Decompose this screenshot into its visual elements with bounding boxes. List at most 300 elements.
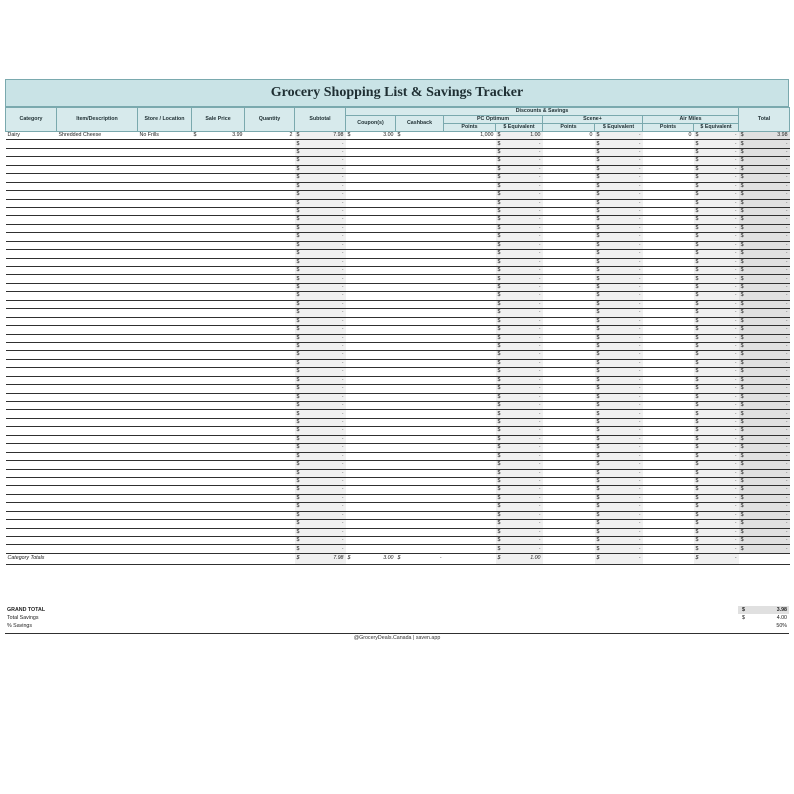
table-row — [6, 174, 790, 182]
dash-value: - — [341, 233, 344, 240]
currency-symbol: $ — [740, 511, 744, 518]
dash-value: - — [341, 452, 344, 459]
dash-value: - — [734, 343, 737, 349]
currency-symbol: $ — [695, 402, 699, 409]
dash-value: - — [341, 334, 344, 341]
dash-value: - — [638, 334, 641, 341]
col-header-sale-price[interactable]: Sale Price — [192, 108, 245, 132]
dash-value: - — [785, 191, 788, 198]
dash-value: - — [785, 148, 788, 155]
dash-value: - — [785, 393, 788, 400]
currency-symbol: $ — [596, 317, 600, 324]
dash-value: - — [538, 326, 541, 333]
dash-value: - — [638, 343, 641, 349]
currency-symbol: $ — [596, 418, 600, 425]
dash-value: - — [638, 258, 641, 265]
dash-value: - — [734, 537, 737, 544]
dash-value: - — [341, 427, 344, 434]
dash-value: - — [341, 326, 344, 333]
currency-symbol: $ — [296, 343, 300, 349]
cell-sale-price[interactable] — [192, 132, 245, 140]
totals-air-equivalent — [694, 553, 739, 564]
cell-coupons[interactable] — [346, 132, 396, 140]
currency-symbol: $ — [497, 275, 501, 282]
currency-symbol: $ — [740, 317, 744, 324]
table-row — [6, 199, 790, 207]
currency-symbol: $ — [695, 494, 699, 501]
dash-value: - — [734, 385, 737, 392]
dash-value: - — [638, 393, 641, 400]
currency-symbol: $ — [596, 435, 600, 442]
dash-value: - — [538, 537, 541, 544]
currency-symbol: $ — [740, 182, 744, 189]
dash-value: - — [785, 351, 788, 358]
currency-symbol: $ — [695, 258, 699, 265]
dash-value: - — [341, 216, 344, 223]
currency-symbol: $ — [695, 528, 699, 535]
currency-symbol: $ — [740, 326, 744, 333]
dash-value: - — [341, 545, 344, 552]
currency-symbol: $ — [740, 486, 744, 493]
cell-category[interactable]: Dairy — [6, 132, 57, 140]
currency-symbol: $ — [497, 385, 501, 392]
pc-equivalent-value: 1.00 — [530, 132, 541, 139]
currency-symbol: $ — [740, 208, 744, 214]
currency-symbol: $ — [347, 555, 351, 562]
dash-value: - — [341, 208, 344, 214]
currency-symbol: $ — [296, 469, 300, 476]
dash-value: - — [638, 191, 641, 198]
dash-value: - — [638, 326, 641, 333]
dash-value: - — [638, 461, 641, 468]
cell-subtotal[interactable] — [295, 132, 346, 140]
currency-symbol: $ — [740, 292, 744, 299]
tracker-table — [5, 107, 790, 565]
currency-symbol: $ — [296, 418, 300, 425]
currency-symbol: $ — [497, 309, 501, 316]
dash-value: - — [538, 275, 541, 282]
currency-symbol: $ — [296, 368, 300, 375]
dash-value: - — [785, 343, 788, 349]
table-row — [6, 435, 790, 443]
col-header-store[interactable]: Store / Location — [138, 108, 192, 132]
table-row — [6, 461, 790, 469]
currency-symbol: $ — [596, 393, 600, 400]
dash-value: - — [538, 148, 541, 155]
table-row — [6, 444, 790, 452]
currency-symbol: $ — [497, 165, 501, 172]
table-row — [6, 418, 790, 426]
currency-symbol: $ — [695, 452, 699, 459]
col-header-item[interactable]: Item/Description — [57, 108, 138, 132]
col-header-cashback[interactable]: Cashback — [396, 116, 444, 132]
col-header-total[interactable]: Total — [739, 108, 790, 132]
currency-symbol: $ — [740, 452, 744, 459]
dash-value: - — [734, 140, 737, 147]
dash-value: - — [638, 241, 641, 248]
currency-symbol: $ — [740, 250, 744, 257]
dash-value: - — [638, 427, 641, 434]
dash-value: - — [734, 461, 737, 468]
dash-value: - — [734, 469, 737, 476]
dash-value: - — [638, 503, 641, 510]
currency-symbol: $ — [596, 292, 600, 299]
dash-value: - — [785, 418, 788, 425]
table-row — [6, 283, 790, 291]
dash-value: - — [734, 174, 737, 181]
dash-value: - — [538, 157, 541, 164]
currency-symbol: $ — [596, 511, 600, 518]
dash-value: - — [538, 461, 541, 468]
currency-symbol: $ — [695, 469, 699, 476]
totals-subtotal — [295, 553, 346, 564]
col-header-subtotal[interactable]: Subtotal — [295, 108, 346, 132]
cell-quantity[interactable]: 2 — [245, 132, 295, 140]
dash-value: - — [785, 292, 788, 299]
table-row — [6, 317, 790, 325]
dash-value: - — [538, 376, 541, 383]
dash-value: - — [638, 300, 641, 307]
col-header-air-points[interactable]: Points — [643, 124, 694, 132]
cell-pc-equivalent[interactable] — [496, 132, 543, 140]
currency-symbol: $ — [695, 174, 699, 181]
col-header-quantity[interactable]: Quantity — [245, 108, 295, 132]
currency-symbol: $ — [695, 275, 699, 282]
currency-symbol: $ — [497, 469, 501, 476]
dash-value: - — [638, 309, 641, 316]
currency-symbol: $ — [740, 469, 744, 476]
currency-symbol: $ — [740, 520, 744, 527]
dash-value: - — [734, 233, 737, 240]
currency-symbol: $ — [695, 199, 699, 206]
currency-symbol: $ — [497, 208, 501, 214]
col-header-air-equivalent[interactable]: $ Equivalent — [694, 124, 739, 132]
dash-value: - — [538, 427, 541, 434]
dash-value: - — [538, 418, 541, 425]
dash-value: - — [638, 216, 641, 223]
dash-value: - — [538, 216, 541, 223]
currency-symbol: $ — [296, 359, 300, 366]
currency-symbol: $ — [497, 174, 501, 181]
currency-symbol: $ — [596, 402, 600, 409]
dash-value: - — [538, 511, 541, 518]
currency-symbol: $ — [296, 250, 300, 257]
dash-value: - — [341, 469, 344, 476]
currency-symbol: $ — [296, 494, 300, 501]
currency-symbol: $ — [347, 132, 351, 139]
currency-symbol: $ — [695, 317, 699, 324]
pct-savings-value: 50% — [776, 623, 787, 629]
dash-value: - — [638, 511, 641, 518]
currency-symbol: $ — [695, 191, 699, 198]
table-row — [6, 477, 790, 485]
dash-value: - — [341, 351, 344, 358]
dash-value: - — [734, 250, 737, 257]
dash-value: - — [341, 140, 344, 147]
table-row — [6, 469, 790, 477]
currency-symbol: $ — [695, 241, 699, 248]
currency-symbol: $ — [596, 452, 600, 459]
category-totals-row — [6, 553, 790, 564]
grand-total-row — [5, 606, 789, 614]
dash-value: - — [734, 309, 737, 316]
col-header-coupons[interactable]: Coupon(s) — [346, 116, 396, 132]
dash-value: - — [341, 309, 344, 316]
currency-symbol: $ — [296, 326, 300, 333]
dash-value: - — [785, 140, 788, 147]
currency-symbol: $ — [596, 368, 600, 375]
dash-value: - — [785, 174, 788, 181]
dash-value: - — [785, 410, 788, 417]
dash-value: - — [538, 182, 541, 189]
col-header-category[interactable]: Category — [6, 108, 57, 132]
dash-value: - — [734, 165, 737, 172]
currency-symbol: $ — [740, 148, 744, 155]
currency-symbol: $ — [695, 157, 699, 164]
dash-value: - — [341, 241, 344, 248]
currency-symbol: $ — [497, 216, 501, 223]
dash-value: - — [785, 283, 788, 290]
dash-value: - — [734, 494, 737, 501]
currency-symbol: $ — [497, 452, 501, 459]
currency-symbol: $ — [596, 359, 600, 366]
dash-value: - — [341, 537, 344, 544]
dash-value: - — [785, 309, 788, 316]
dash-value: - — [785, 427, 788, 434]
currency-symbol: $ — [296, 511, 300, 518]
currency-symbol: $ — [497, 326, 501, 333]
col-header-pc-optimum[interactable]: PC Optimum — [444, 116, 543, 124]
col-header-air-miles[interactable]: Air Miles — [643, 116, 739, 124]
currency-symbol: $ — [596, 250, 600, 257]
cell-store[interactable]: No Frills — [138, 132, 192, 140]
dash-value: - — [785, 537, 788, 544]
currency-symbol: $ — [596, 300, 600, 307]
currency-symbol: $ — [497, 368, 501, 375]
currency-symbol: $ — [740, 157, 744, 164]
dash-value: - — [341, 520, 344, 527]
currency-symbol: $ — [695, 385, 699, 392]
currency-symbol: $ — [695, 368, 699, 375]
currency-symbol: $ — [497, 461, 501, 468]
cell-item[interactable]: Shredded Cheese — [57, 132, 138, 140]
currency-symbol: $ — [296, 410, 300, 417]
totals-coupons — [346, 553, 396, 564]
dash-value: - — [341, 503, 344, 510]
cell-scene-equivalent[interactable] — [595, 132, 643, 140]
currency-symbol: $ — [497, 410, 501, 417]
currency-symbol: $ — [296, 241, 300, 248]
totals-scene-equivalent — [595, 553, 643, 564]
dash-value: - — [785, 157, 788, 164]
dash-value: - — [538, 478, 541, 484]
dash-value: - — [785, 385, 788, 392]
currency-symbol: $ — [695, 376, 699, 383]
dash-value: - — [785, 275, 788, 282]
dash-value: - — [734, 216, 737, 223]
dash-value: - — [341, 182, 344, 189]
dash-value: - — [538, 351, 541, 358]
dash-value: - — [341, 486, 344, 493]
currency-symbol: $ — [740, 444, 744, 451]
dash-value: - — [785, 334, 788, 341]
dash-value: - — [785, 545, 788, 552]
dash-value: - — [734, 511, 737, 518]
cell-air-equivalent[interactable] — [694, 132, 739, 140]
cell-cashback[interactable] — [396, 132, 444, 140]
cell-scene-points[interactable]: 0 — [543, 132, 595, 140]
cell-pc-points[interactable]: 1,000 — [444, 132, 496, 140]
table-row — [6, 511, 790, 519]
currency-symbol: $ — [497, 520, 501, 527]
currency-symbol: $ — [596, 469, 600, 476]
currency-symbol: $ — [497, 427, 501, 434]
currency-symbol: $ — [296, 199, 300, 206]
col-header-pc-points[interactable]: Points — [444, 124, 496, 132]
dash-value: - — [341, 410, 344, 417]
currency-symbol: $ — [695, 292, 699, 299]
dash-value: - — [638, 368, 641, 375]
dash-value: - — [341, 250, 344, 257]
currency-symbol: $ — [296, 140, 300, 147]
currency-symbol: $ — [296, 385, 300, 392]
dash-value: - — [341, 528, 344, 535]
dash-value: - — [538, 469, 541, 476]
dash-value: - — [538, 334, 541, 341]
dash-value: - — [538, 393, 541, 400]
table-row — [6, 452, 790, 460]
dash-value: - — [341, 393, 344, 400]
currency-symbol: $ — [596, 410, 600, 417]
dash-value: - — [638, 199, 641, 206]
currency-symbol: $ — [296, 427, 300, 434]
currency-symbol: $ — [497, 537, 501, 544]
dash-value: - — [538, 241, 541, 248]
totals-subtotal-value: 7.98 — [333, 555, 344, 562]
currency-symbol: $ — [497, 376, 501, 383]
currency-symbol: $ — [497, 494, 501, 501]
table-row — [6, 410, 790, 418]
currency-symbol: $ — [296, 545, 300, 552]
col-header-scene-points[interactable]: Points — [543, 124, 595, 132]
dash-value: - — [341, 402, 344, 409]
dash-value: - — [734, 427, 737, 434]
col-header-scene[interactable]: Scene+ — [543, 116, 643, 124]
dash-value: - — [734, 418, 737, 425]
cell-total[interactable] — [739, 132, 790, 140]
dash-value: - — [341, 317, 344, 324]
dash-value: - — [734, 478, 737, 484]
currency-symbol: $ — [497, 241, 501, 248]
dash-value: - — [734, 224, 737, 231]
currency-symbol: $ — [596, 444, 600, 451]
currency-symbol: $ — [695, 216, 699, 223]
currency-symbol: $ — [596, 267, 600, 274]
grand-total-label: GRAND TOTAL — [7, 607, 46, 613]
currency-symbol: $ — [497, 233, 501, 240]
currency-symbol: $ — [296, 148, 300, 155]
currency-symbol: $ — [695, 418, 699, 425]
table-row — [6, 140, 790, 148]
dash-value: - — [538, 191, 541, 198]
currency-symbol: $ — [497, 140, 501, 147]
dash-value: - — [341, 165, 344, 172]
table-row — [6, 241, 790, 249]
dash-value: - — [341, 157, 344, 164]
dash-value: - — [538, 208, 541, 214]
category-totals-label: Category Totals — [6, 553, 295, 564]
cell-air-points[interactable]: 0 — [643, 132, 694, 140]
table-row — [6, 376, 790, 384]
dash-value: - — [734, 402, 737, 409]
dash-value: - — [734, 334, 737, 341]
dash-value: - — [734, 283, 737, 290]
currency-symbol: $ — [695, 165, 699, 172]
dash-value: - — [638, 148, 641, 155]
currency-symbol: $ — [695, 435, 699, 442]
sheet-title: Grocery Shopping List & Savings Tracker — [5, 79, 789, 107]
table-row — [6, 157, 790, 165]
currency-symbol: $ — [740, 528, 744, 535]
dash-value: - — [638, 140, 641, 147]
dash-value: - — [734, 486, 737, 493]
table-row — [6, 368, 790, 376]
totals-coupons-value: 3.00 — [383, 555, 394, 562]
dash-value: - — [785, 528, 788, 535]
currency-symbol: $ — [740, 351, 744, 358]
dash-value: - — [734, 326, 737, 333]
dash-value: - — [734, 376, 737, 383]
dash-value: - — [341, 461, 344, 468]
currency-symbol: $ — [296, 478, 300, 484]
totals-pc-value: 1.00 — [530, 555, 541, 562]
col-header-pc-equivalent[interactable]: $ Equivalent — [496, 124, 543, 132]
dash-value: - — [734, 368, 737, 375]
pct-savings-row — [5, 622, 789, 630]
currency-symbol: $ — [296, 520, 300, 527]
currency-symbol: $ — [695, 300, 699, 307]
currency-symbol: $ — [497, 157, 501, 164]
total-value: 3.98 — [777, 132, 788, 139]
col-header-discounts[interactable]: Discounts & Savings — [346, 108, 739, 116]
dash-value: - — [638, 174, 641, 181]
currency-symbol: $ — [596, 233, 600, 240]
currency-symbol: $ — [497, 528, 501, 535]
dash-value: - — [538, 250, 541, 257]
currency-symbol: $ — [596, 182, 600, 189]
currency-symbol: $ — [296, 208, 300, 214]
dash-value: - — [538, 165, 541, 172]
currency-symbol: $ — [296, 486, 300, 493]
currency-symbol: $ — [596, 283, 600, 290]
currency-symbol: $ — [296, 216, 300, 223]
currency-symbol: $ — [596, 537, 600, 544]
currency-symbol: $ — [596, 165, 600, 172]
dash-value: - — [734, 393, 737, 400]
dash-value: - — [538, 486, 541, 493]
currency-symbol: $ — [296, 182, 300, 189]
dash-value: - — [734, 292, 737, 299]
currency-symbol: $ — [740, 461, 744, 468]
col-header-scene-equivalent[interactable]: $ Equivalent — [595, 124, 643, 132]
total-savings-row — [5, 614, 789, 622]
table-row — [6, 148, 790, 156]
dash-value: - — [638, 292, 641, 299]
table-row — [6, 520, 790, 528]
currency-symbol: $ — [497, 359, 501, 366]
currency-symbol: $ — [296, 292, 300, 299]
currency-symbol: $ — [497, 343, 501, 349]
